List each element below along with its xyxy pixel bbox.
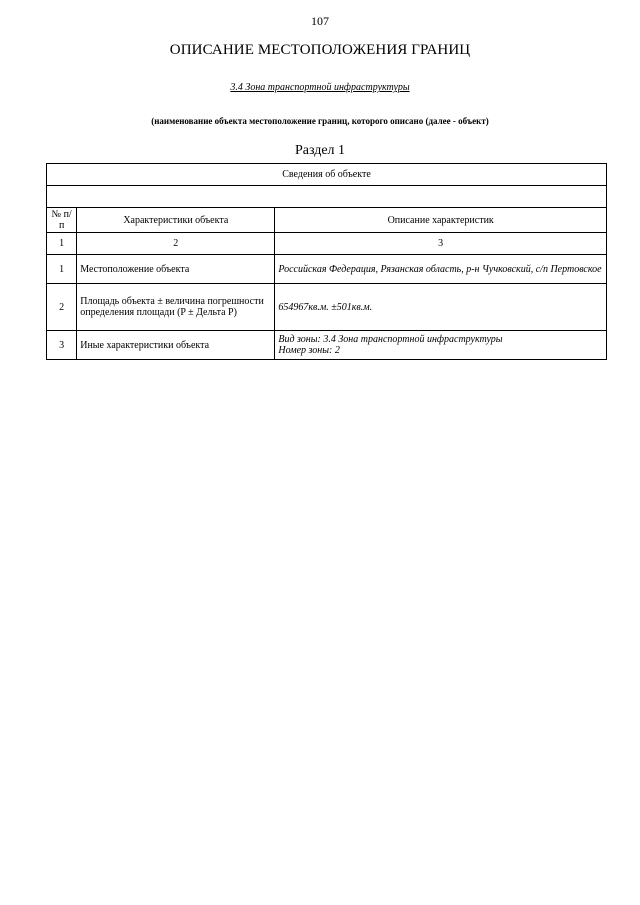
row-description-line: Российская Федерация, Рязанская область, р-н Чучковский, с/п Пертовское: [278, 263, 602, 275]
row-number: 2: [47, 284, 77, 331]
object-name: [0, 82, 640, 93]
row-characteristic: Местоположение объекта: [77, 255, 275, 284]
column-header-characteristic: Характеристики объекта: [77, 208, 275, 233]
row-characteristic: Иные характеристики объекта: [77, 331, 275, 360]
row-description: [275, 331, 607, 360]
row-number: 1: [47, 255, 77, 284]
column-header-description: Описание характеристик: [275, 208, 607, 233]
row-number: 3: [47, 331, 77, 360]
row-characteristic: Площадь объекта ± величина погрешности определения площади (P ± Дельта P): [77, 284, 275, 331]
table-header-row: [47, 164, 607, 186]
table-empty-row: [47, 186, 607, 208]
object-name-caption: (наименование объекта местоположение границ, которого описано (далее - объект): [151, 116, 489, 126]
table-column-numbers: [47, 233, 607, 255]
row-description: [275, 255, 607, 284]
column-number-3: 3: [275, 233, 607, 255]
table-row: [47, 331, 607, 360]
table-row: [47, 255, 607, 284]
row-description-line: Вид зоны: 3.4 Зона транспортной инфраструктуры: [278, 334, 503, 345]
table-column-headers: [47, 208, 607, 233]
row-description-line: 654967кв.м. ±501кв.м.: [278, 301, 373, 313]
table-row: [47, 284, 607, 331]
document-title: ОПИСАНИЕ МЕСТОПОЛОЖЕНИЯ ГРАНИЦ: [169, 42, 471, 58]
section-title: Раздел 1: [294, 143, 346, 158]
column-number-2: 2: [77, 233, 275, 255]
row-description: [275, 284, 607, 331]
column-header-num: № п/п: [47, 208, 77, 233]
table-header: Сведения об объекте: [47, 164, 607, 186]
object-info-table: [46, 163, 607, 360]
table-empty-cell: [47, 186, 607, 208]
row-description-line: Номер зоны: 2: [278, 345, 340, 356]
page-number: 107: [311, 14, 329, 28]
column-number-1: 1: [47, 233, 77, 255]
object-name-text: 3.4 Зона транспортной инфраструктуры: [230, 82, 410, 93]
